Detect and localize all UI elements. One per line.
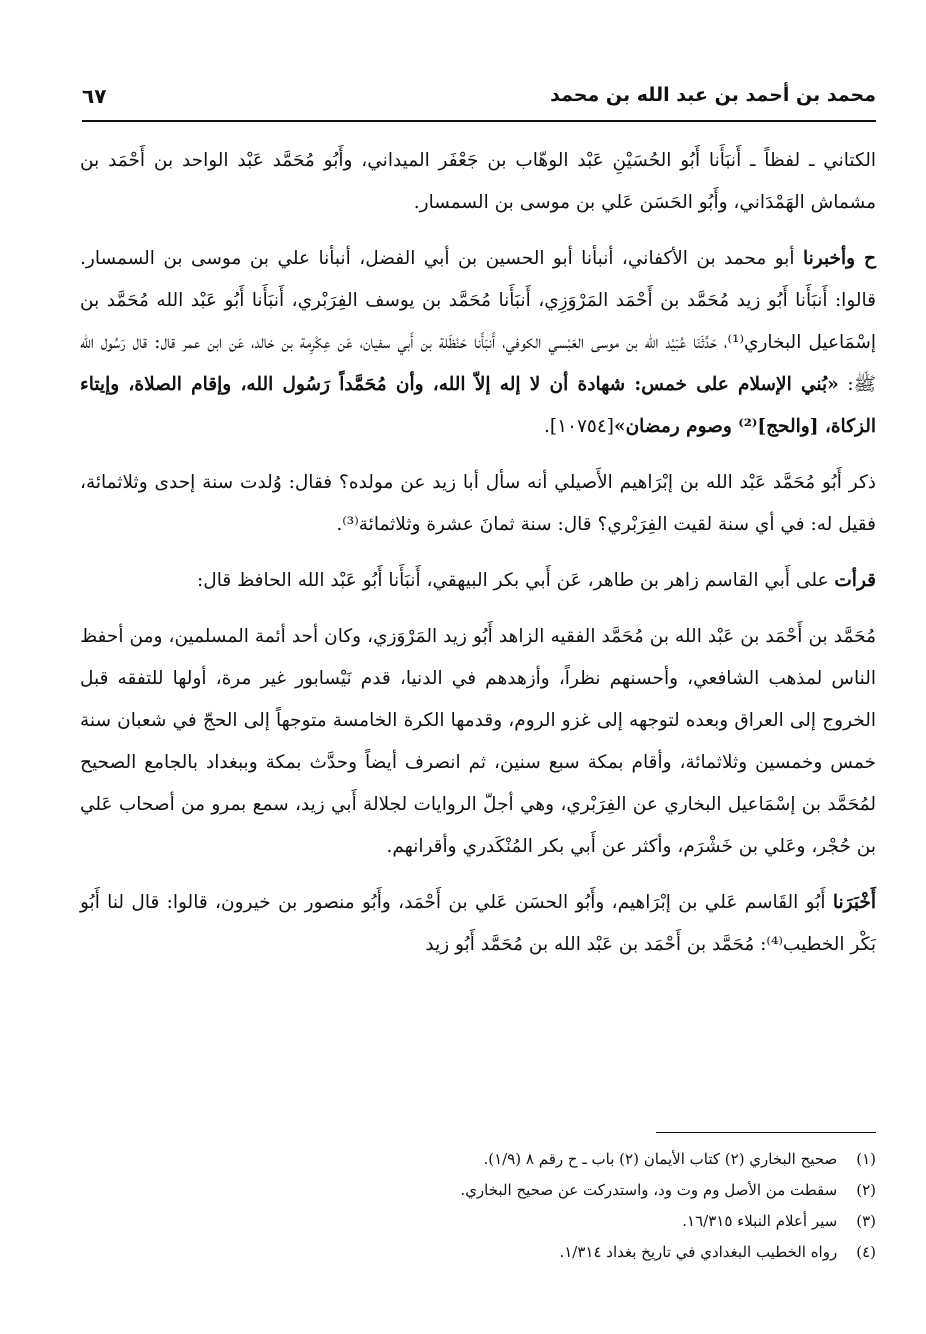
paragraph-lead: ح وأخبرنا [802,248,876,269]
hadith-reference: [١٠٧٥٤]. [544,416,615,437]
footnote-text: سقطت من الأصل وم وت ود، واستدركت عن صحيح البخاري. [460,1181,838,1199]
main-text [80,140,876,980]
paragraph-lead: أَخْبَرَنا [832,892,876,913]
paragraph [80,882,876,966]
paragraph [80,238,876,448]
hadith-text: «بُني الإسلام على خمس: شهادة أن لا إله إلاّ الله، وأن مُحَمَّداً رَسُول الله، وإقام الصلاة، وإيتاء الزكاة، [والحج]⁽²⁾ وصوم رمضان» [80,374,876,437]
page-header [82,84,876,118]
paragraph-text: الكتاني ـ لفظاً ـ أَنبَأَنا أَبُو الحُسَيْنِ عَبْد الوهّاب بن جَعْفَر الميداني، وأَبُو مُحَمَّد عَبْد الواحد بن أَحْمَد بن مشماش الهَمْدَاني، وأَبُو الحَسَن عَلي بن موسى بن السمسار. [80,150,876,213]
paragraph-text: أبو محمد بن الأكفاني، أنبأنا أبو الحسين بن أبي الفضل، أنبأنا علي بن موسى بن السمسار. قالوا: أَنبَأَنا أَبُو زيد مُحَمَّد بن أَحْمَد المَرْوَزِي، أَنبَأَنا مُحَمَّد بن يوسف الفِرَبْري، أَنبَأَنا أَبُو عَبْد الله مُحَمَّد بن إسْمَاعيل البخاري⁽¹⁾، حَدَّثَنَا عُبَيْد الله بن موسى العَبْسي الكوفي، أَنبَأَنا حَنْظَلة بن أَبي سفيان، عَن عِكْرِمة بن خالد، عَن ابن عمر قال: قال رَسُول الله ﷺ: [80,248,877,395]
footnotes [80,1144,876,1268]
paragraph [80,140,876,224]
running-title: محمد بن أحمد بن عبد الله بن محمد [550,84,876,106]
footnote [80,1206,876,1237]
paragraph-text: ذكر أَبُو مُحَمَّد عَبْد الله بن إبْرَاهيم الأَصيلي أنه سأل أبا زيد عن مولده؟ فقال: وُلدت سنة إحدى وثلاثمائة، فقيل له: في أي سنة لقيت الفِرَبْري؟ قال: سنة ثمانَ عشرة وثلاثمائة⁽³⁾. [80,472,876,535]
paragraph-text: مُحَمَّد بن أَحْمَد بن عَبْد الله بن مُحَمَّد الفقيه الزاهد أَبُو زيد المَرْوَزي، وكان أحد أئمة المسلمين، ومن أحفظ الناس لمذهب الشافعي، وأحسنهم نظراً، وأزهدهم في الدنيا، قدم نَيْسابور غير مرة، أولها للتفقه قبل الخروج إلى العراق وبعده لتوجهه إلى غزو الروم، وقدمها الكرة الخامسة متوجهاً إلى الحجّ في شعبان سنة خمس وخمسين وثلاثمائة، وأقام بمكة سبع سنين، ثم انصرف أيضاً وحدَّث بمكة وببغداد بالجامع الصحيح لمُحَمَّد بن إسْمَاعيل البخاري عن الفِرَبْري، وهي أجلّ الروايات لجلالة أَبي زيد، سمع بمرو من أصحاب عَلي بن حُجْر، وعَلي بن خَشْرَم، وأكثر عن أَبي بكر المُنْكَدري وأقرانهم. [80,626,876,857]
footnote [80,1237,876,1268]
paragraph-text: على أَبي القاسم زاهر بن طاهر، عَن أَبي بكر البيهقي، أَنبَأَنا أَبُو عَبْد الله الحافظ قال: [197,570,835,591]
paragraph [80,462,876,546]
footnote [80,1175,876,1206]
footnote-number: (٣) [856,1212,876,1230]
footnote-text: سير أعلام النبلاء ١٦/٣١٥. [682,1212,838,1230]
paragraph [80,616,876,868]
paragraph-lead: قرأت [834,570,876,591]
paragraph [80,560,876,602]
footnote-number: (٢) [856,1181,876,1199]
footnote [80,1144,876,1175]
footnote-number: (١) [856,1150,876,1168]
page-number: ٦٧ [82,84,107,108]
paragraph-text: أَبُو القَاسم عَلي بن إبْرَاهيم، وأَبُو الحسَن عَلي بن أَحْمَد، وأَبُو منصور بن خيرون، قالوا: قال لنا أَبُو بَكْر الخطيب⁽⁴⁾: مُحَمَّد بن أَحْمَد بن عَبْد الله بن مُحَمَّد أَبُو زيد [80,892,876,955]
footnote-text: صحيح البخاري (٢) كتاب الأيمان (٢) باب ـ ح رقم ٨ (١/٩). [483,1150,838,1168]
header-rule [82,120,876,122]
footnote-text: رواه الخطيب البغدادي في تاريخ بغداد ١/٣١٤. [559,1243,838,1261]
footnote-rule [656,1132,876,1133]
footnote-number: (٤) [856,1243,876,1261]
